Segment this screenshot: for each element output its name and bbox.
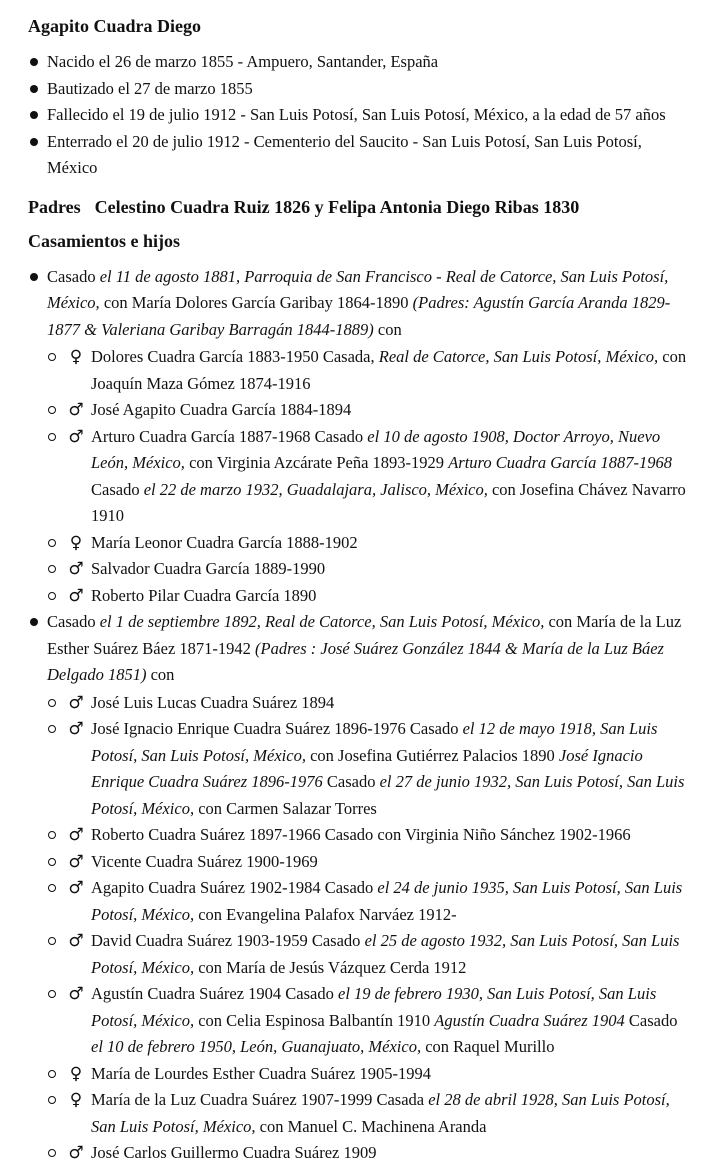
female-icon: ♀ (69, 1090, 83, 1110)
child-text: con Manuel C. Machinena Aranda (255, 1116, 487, 1136)
child-entry (47, 822, 690, 849)
birth-event: Nacido el 26 de marzo 1855 - Ampuero, Santander, España (28, 49, 690, 76)
child-entry (47, 981, 690, 1061)
male-icon: ♂ (68, 984, 84, 1004)
child-text: David Cuadra Suárez 1903-1959 Casado (91, 931, 365, 950)
male-icon: ♂ (68, 825, 84, 845)
marriage-details: el 1 de septiembre 1892, Real de Catorce, San Luis Potosí, México, (99, 612, 545, 631)
male-icon: ♂ (68, 585, 84, 606)
children-list (47, 690, 690, 1167)
child-entry (47, 690, 690, 717)
child-marriage-detail: el 24 de junio 1935, San Luis Potosí, San Luis Potosí, México, (91, 878, 683, 924)
child-marriage-detail: Agustín Cuadra Suárez 1904 (434, 1010, 625, 1030)
male-icon: ♂ (68, 559, 84, 579)
male-icon: ♂ (68, 400, 84, 420)
child-text: Vicente Cuadra Suárez 1900-1969 (91, 851, 318, 871)
child-text: José Carlos Guillermo Cuadra Suárez 1909 (91, 1143, 377, 1162)
child-text: Agustín Cuadra Suárez 1904 Casado (91, 984, 338, 1003)
male-icon: ♂ (68, 719, 84, 739)
child-text: Casado (91, 479, 144, 499)
spouse-parents: (Padres : José Suárez González 1844 & María de la Luz Báez Delgado 1851) (47, 638, 664, 684)
child-text: con Carmen Salazar Torres (194, 798, 377, 818)
marriage-entry (28, 264, 690, 610)
marriage-details: el 11 de agosto 1881, Parroquia de San Francisco - Real de Catorce, San Luis Potosí, México, (47, 266, 669, 312)
child-marriage-detail: José Ignacio Enrique Cuadra Suárez 1896-1976 (91, 745, 643, 791)
marriage-con: con (146, 665, 175, 684)
child-text: María de Lourdes Esther Cuadra Suárez 1905-1994 (91, 1063, 431, 1083)
spouse-parents: (Padres: Agustín García Aranda 1829-1877 & Valeriana Garibay Barragán 1844-1889) (47, 293, 671, 339)
marriages-heading: Casamientos e hijos (28, 230, 180, 251)
child-text: con Josefina Gutiérrez Palacios 1890 (305, 745, 559, 765)
child-text: Casado (624, 1010, 678, 1030)
marriage-casado: Casado (47, 612, 100, 631)
marriage-casado: Casado (47, 266, 100, 286)
child-text: María Leonor Cuadra García 1888-1902 (91, 532, 358, 552)
child-entry (47, 344, 690, 397)
baptism-event: Bautizado el 27 de marzo 1855 (28, 76, 690, 103)
child-text: Arturo Cuadra García 1887-1968 Casado (91, 426, 368, 446)
child-entry (47, 716, 690, 822)
marriage-entry (28, 609, 690, 1167)
child-marriage-detail: el 25 de agosto 1932, San Luis Potosí, San Luis Potosí, México, (91, 931, 680, 977)
child-text: con Celia Espinosa Balbantín 1910 (194, 1010, 435, 1030)
male-icon: ♂ (68, 1143, 84, 1163)
child-text: Agapito Cuadra Suárez 1902-1984 Casado (91, 878, 378, 897)
child-marriage-detail: el 12 de mayo 1918, San Luis Potosí, San Luis Potosí, México, (91, 719, 658, 765)
child-text: con Josefina Chávez Navarro 1910 (91, 479, 686, 525)
male-icon: ♂ (68, 931, 84, 951)
child-marriage-detail: el 27 de junio 1932, San Luis Potosí, San Luis Potosí, México, (91, 772, 685, 818)
child-text: Casado (322, 772, 380, 791)
male-icon: ♂ (68, 878, 84, 898)
life-events-list (28, 49, 690, 182)
child-text: con Raquel Murillo (421, 1037, 555, 1056)
child-entry (47, 1087, 690, 1140)
death-event: Fallecido el 19 de julio 1912 - San Luis Potosí, San Luis Potosí, México, a la edad de 57 años (28, 102, 690, 129)
child-text: Dolores Cuadra García 1883-1950 Casada, (91, 347, 379, 366)
child-entry (47, 928, 690, 981)
female-icon: ♀ (69, 347, 83, 367)
female-icon: ♀ (69, 1063, 83, 1084)
parents-names: Celestino Cuadra Ruiz 1826 y Felipa Antonia Diego Ribas 1830 (94, 196, 580, 217)
marriage-con: con (373, 319, 402, 339)
parents-label: Padres (28, 196, 81, 217)
male-icon: ♂ (68, 851, 84, 872)
child-entry (47, 530, 690, 557)
child-entry (47, 583, 690, 610)
child-marriage-detail: Arturo Cuadra García 1887-1968 (448, 453, 673, 472)
person-name: Agapito Cuadra Diego (28, 16, 202, 36)
child-entry (47, 875, 690, 928)
child-text: con Evangelina Palafox Narváez 1912- (194, 904, 457, 924)
male-icon: ♂ (68, 426, 84, 447)
child-text: Roberto Cuadra Suárez 1897-1966 Casado con Virginia Niño Sánchez 1902-1966 (91, 825, 631, 844)
marriages-list (28, 264, 690, 1167)
child-entry (47, 397, 690, 424)
child-marriage-detail: el 22 de marzo 1932, Guadalajara, Jalisco, México, (143, 479, 488, 499)
child-text: José Luis Lucas Cuadra Suárez 1894 (91, 692, 335, 712)
female-icon: ♀ (69, 532, 83, 553)
child-entry (47, 1140, 690, 1167)
burial-event: Enterrado el 20 de julio 1912 - Cementerio del Saucito - San Luis Potosí, San Luis Potosí, México (28, 129, 690, 182)
child-marriage-detail: el 10 de febrero 1950, León, Guanajuato, México, (91, 1037, 422, 1056)
children-list (47, 344, 690, 609)
child-entry (47, 1061, 690, 1088)
child-text: María de la Luz Cuadra Suárez 1907-1999 Casada (91, 1090, 429, 1109)
child-marriage-detail: el 19 de febrero 1930, San Luis Potosí, San Luis Potosí, México, (91, 984, 657, 1030)
child-marriage-detail: el 10 de agosto 1908, Doctor Arroyo, Nuevo León, México, (91, 426, 661, 472)
parents-line (28, 194, 690, 220)
child-marriage-detail: el 28 de abril 1928, San Luis Potosí, San Luis Potosí, México, (91, 1090, 670, 1136)
child-text: con Joaquín Maza Gómez 1874-1916 (91, 347, 687, 393)
child-entry (47, 424, 690, 530)
child-text: Salvador Cuadra García 1889-1990 (91, 559, 326, 578)
child-text: con María de Jesús Vázquez Cerda 1912 (194, 957, 467, 977)
child-text: José Agapito Cuadra García 1884-1894 (91, 400, 352, 419)
child-entry (47, 849, 690, 876)
child-text: con Virginia Azcárate Peña 1893-1929 (184, 453, 449, 472)
child-marriage-detail: Real de Catorce, San Luis Potosí, México, (378, 347, 659, 366)
male-icon: ♂ (68, 692, 84, 713)
child-text: José Ignacio Enrique Cuadra Suárez 1896-1976 Casado (91, 719, 463, 738)
child-entry (47, 556, 690, 583)
marriage-spouse: con María Dolores García Garibay 1864-1890 (99, 293, 413, 312)
child-text: Roberto Pilar Cuadra García 1890 (91, 585, 317, 605)
marriage-spouse: con María de la Luz Esther Suárez Báez 1871-1942 (47, 612, 682, 658)
